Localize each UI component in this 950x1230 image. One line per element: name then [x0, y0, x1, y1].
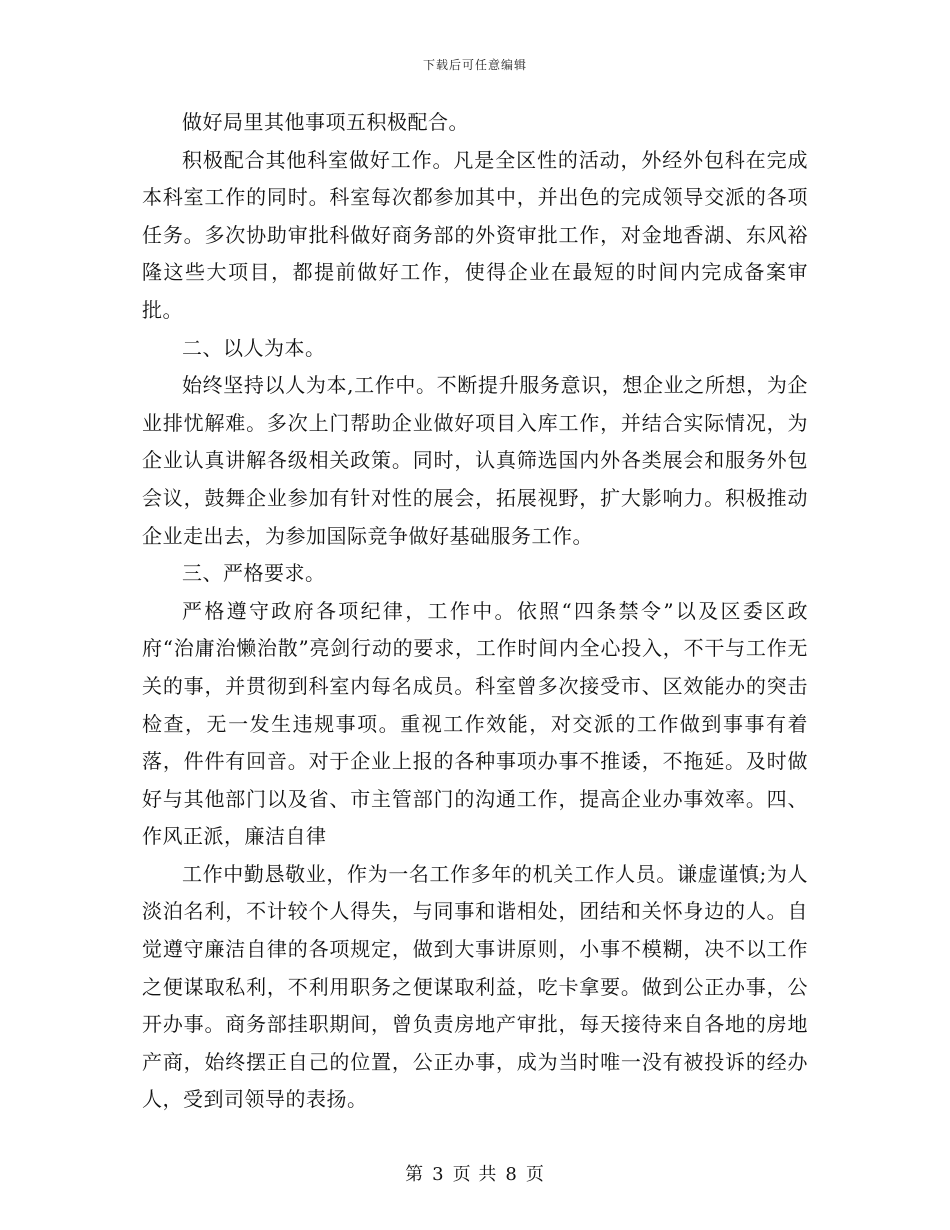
document-body — [142, 104, 808, 1119]
paragraph-2: 积极配合其他科室做好工作。凡是全区性的活动，外经外包科在完成本科室工作的同时。科室每次都参加其中，并出色的完成领导交派的各项任务。多次协助审批科做好商务部的外资审批工作，对金地香湖、东风裕隆这些大项目，都提前做好工作，使得企业在最短的时间内完成备案审批。 — [142, 147, 808, 322]
page-header: 下载后可任意编辑 — [422, 58, 527, 72]
total-pages-number: 8 — [505, 1164, 518, 1185]
section-heading-3: 三、严格要求。 — [182, 561, 326, 586]
paragraph-5: 工作中勤恳敬业，作为一名工作多年的机关工作人员。谦虚谨慎;为人淡泊名利，不计较个人得失，与同事和谐相处，团结和关怀身边的人。自觉遵守廉洁自律的各项规定，做到大事讲原则，小事不模糊，决不以工作之便谋取私利，不利用职务之便谋取利益，吃卡拿要。做到公正办事，公开办事。商务部挂职期间，曾负责房地产审批，每天接待来自各地的房地产商，始终摆正自己的位置，公正办事，成为当时唯一没有被投诉的经办人，受到司领导的表扬。 — [142, 861, 808, 1112]
footer-suffix: 页 — [525, 1164, 545, 1185]
paragraph-1: 做好局里其他事项五积极配合。 — [182, 110, 469, 134]
paragraph-3: 始终坚持以人为本,工作中。不断提升服务意识，想企业之所想，为企业排忧解难。多次上门帮助企业做好项目入库工作，并结合实际情况，为企业认真讲解各级相关政策。同时，认真筛选国内外各类展会和服务外包会议，鼓舞企业参加有针对性的展会，拓展视野，扩大影响力。积极推动企业走出去，为参加国际竞争做好基础服务工作。 — [142, 373, 808, 548]
footer-prefix: 第 — [405, 1164, 425, 1185]
current-page-number: 3 — [432, 1164, 445, 1185]
footer-middle: 页 共 — [452, 1164, 498, 1185]
paragraph-4: 严格遵守政府各项纪律，工作中。依照“四条禁令”以及区委区政府“治庸治懒治散”亮剑行动的要求，工作时间内全心投入，不干与工作无关的事，并贯彻到科室内每名成员。科室曾多次接受市、区效能办的突击检查，无一发生违规事项。重视工作效能，对交派的工作做到事事有着落，件件有回音。对于企业上报的各种事项办事不推诿，不拖延。及时做好与其他部门以及省、市主管部门的沟通工作，提高企业办事效率。四、作风正派，廉洁自律 — [142, 598, 808, 849]
section-heading-2: 二、以人为本。 — [182, 335, 326, 360]
page-footer — [0, 1160, 950, 1186]
